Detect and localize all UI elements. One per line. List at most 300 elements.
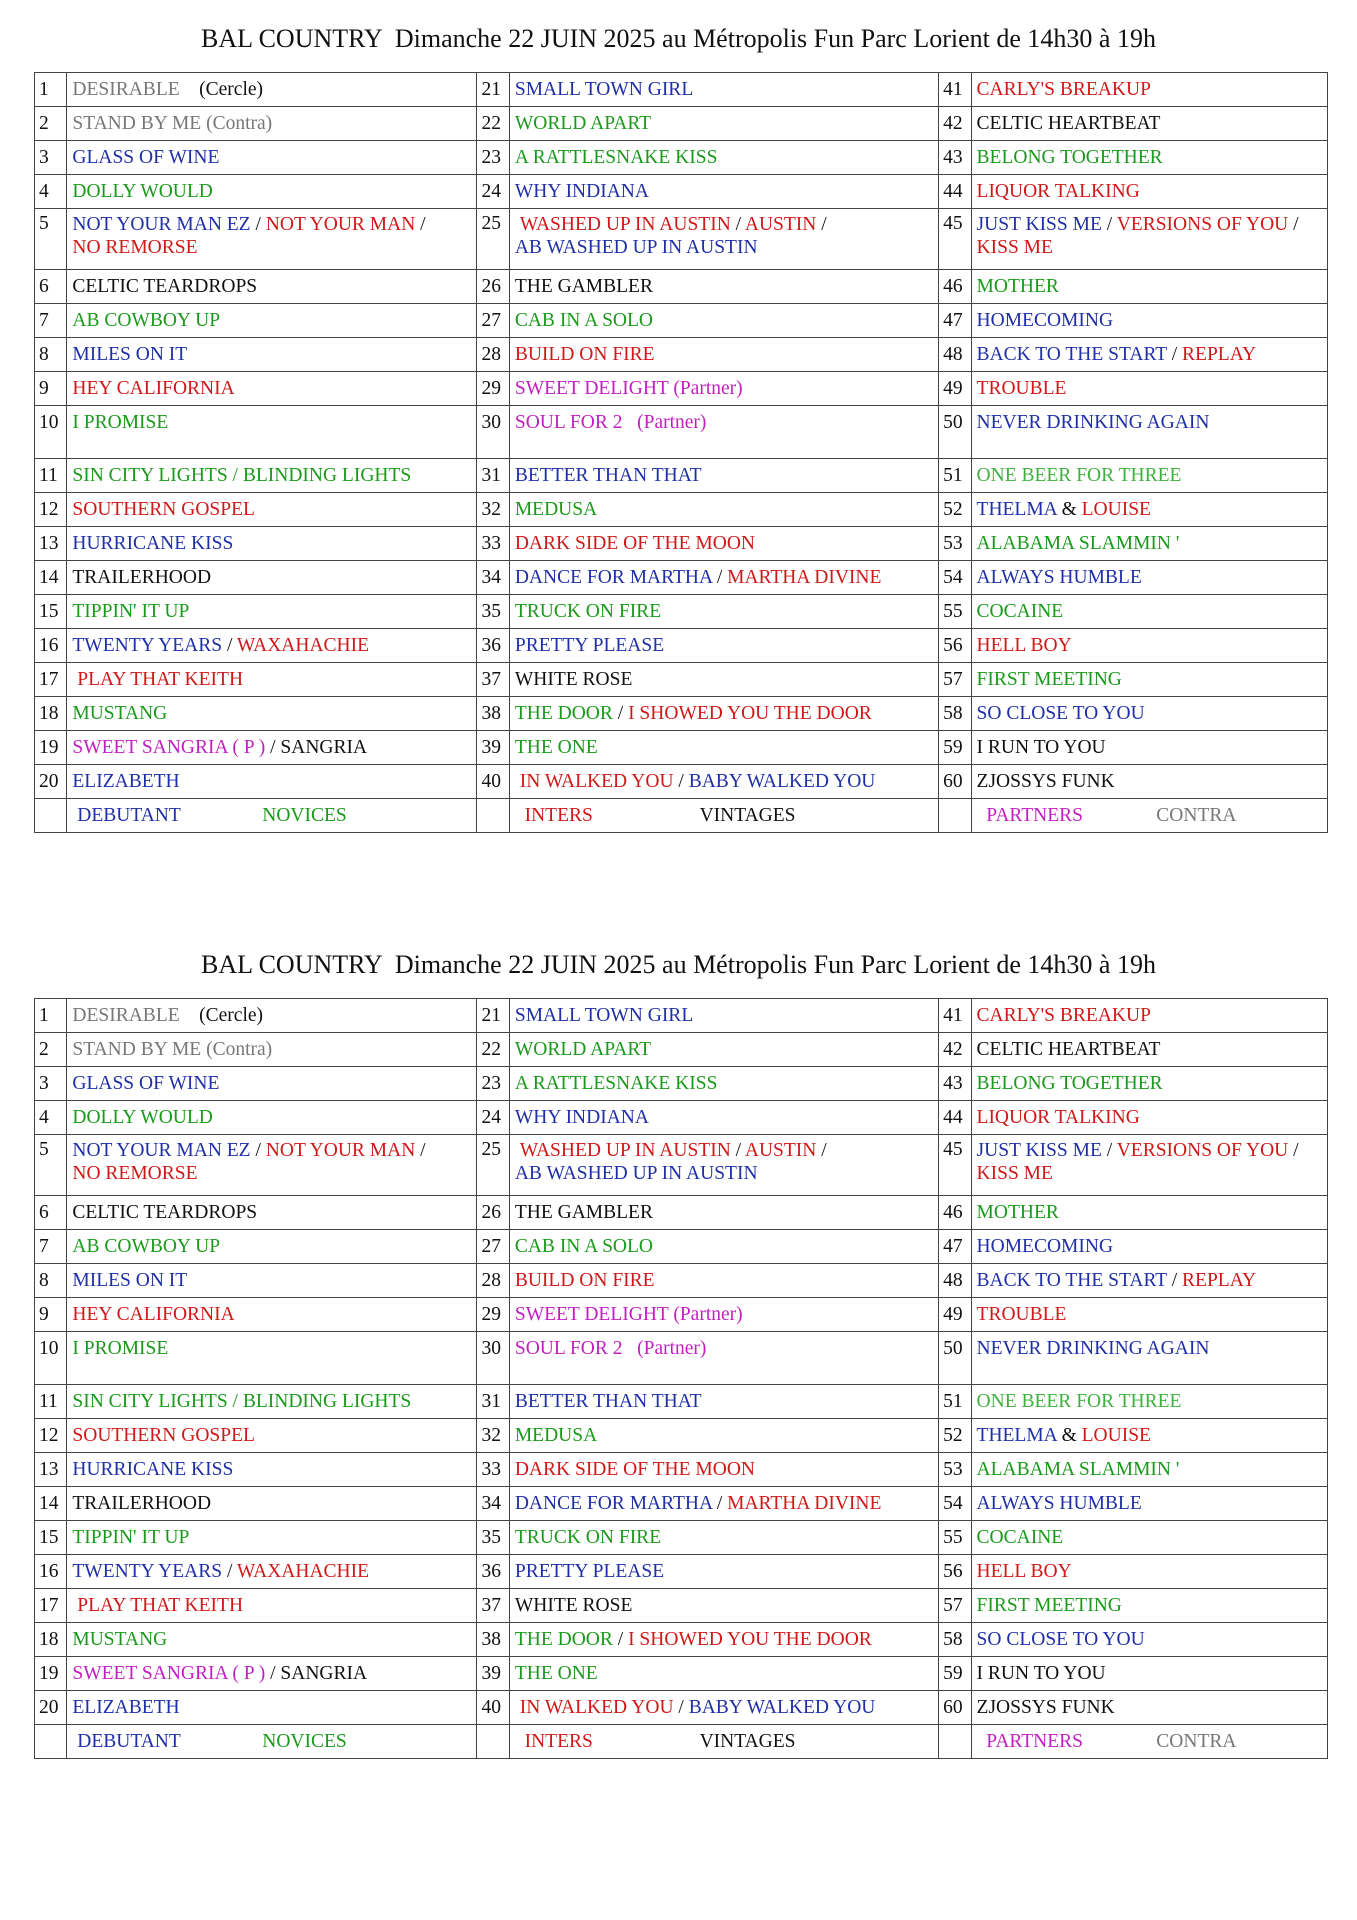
dance-number: 45	[939, 1135, 971, 1196]
dance-title: SWEET DELIGHT (Partner)	[509, 372, 938, 406]
dance-title: CARLY'S BREAKUP	[971, 73, 1327, 107]
dance-number: 38	[477, 697, 509, 731]
dance-title: CELTIC TEARDROPS	[67, 270, 477, 304]
dance-title: NOT YOUR MAN EZ / NOT YOUR MAN / NO REMORSE	[67, 209, 477, 270]
dance-number: 29	[477, 1298, 509, 1332]
dance-number: 32	[477, 493, 509, 527]
dance-number: 7	[35, 304, 67, 338]
dance-number: 14	[35, 561, 67, 595]
dance-number: 34	[477, 561, 509, 595]
dance-number: 4	[35, 175, 67, 209]
dance-title: THELMA & LOUISE	[971, 1419, 1327, 1453]
dance-title: WHY INDIANA	[509, 1101, 938, 1135]
dance-title: MOTHER	[971, 1196, 1327, 1230]
dance-number: 15	[35, 1521, 67, 1555]
table-row	[35, 1521, 1328, 1555]
table-row	[35, 1101, 1328, 1135]
legend-row	[35, 1725, 1328, 1759]
legend-cell	[971, 799, 1327, 833]
page-title: BAL COUNTRY Dimanche 22 JUIN 2025 au Métropolis Fun Parc Lorient de 14h30 à 19h	[201, 950, 1156, 979]
dance-number: 52	[939, 493, 971, 527]
table-row	[35, 1067, 1328, 1101]
table-row	[35, 561, 1328, 595]
table-row	[35, 1691, 1328, 1725]
dance-number: 9	[35, 372, 67, 406]
dance-number: 8	[35, 338, 67, 372]
dance-title: DOLLY WOULD	[67, 1101, 477, 1135]
dance-number: 1	[35, 999, 67, 1033]
dance-title: ALWAYS HUMBLE	[971, 561, 1327, 595]
dance-title: SIN CITY LIGHTS / BLINDING LIGHTS	[67, 459, 477, 493]
dance-title: ZJOSSYS FUNK	[971, 765, 1327, 799]
dance-number: 50	[939, 1332, 971, 1385]
dance-title: WHY INDIANA	[509, 175, 938, 209]
dance-title: DARK SIDE OF THE MOON	[509, 527, 938, 561]
dance-number: 6	[35, 270, 67, 304]
dance-number: 58	[939, 697, 971, 731]
dance-number: 39	[477, 731, 509, 765]
dance-list-table	[34, 72, 1328, 833]
dance-number: 60	[939, 765, 971, 799]
dance-title: ZJOSSYS FUNK	[971, 1691, 1327, 1725]
dance-title: AB COWBOY UP	[67, 304, 477, 338]
dance-number: 38	[477, 1623, 509, 1657]
dance-number: 54	[939, 1487, 971, 1521]
dance-title: SWEET SANGRIA ( P ) / SANGRIA	[67, 731, 477, 765]
table-row	[35, 1135, 1328, 1196]
table-row	[35, 1589, 1328, 1623]
dance-title: THELMA & LOUISE	[971, 493, 1327, 527]
dance-title: TRAILERHOOD	[67, 1487, 477, 1521]
dance-number: 33	[477, 1453, 509, 1487]
dance-number: 53	[939, 527, 971, 561]
dance-number: 20	[35, 1691, 67, 1725]
table-row	[35, 1623, 1328, 1657]
dance-title: CAB IN A SOLO	[509, 304, 938, 338]
dance-title: TRAILERHOOD	[67, 561, 477, 595]
dance-number: 59	[939, 1657, 971, 1691]
dance-number: 12	[35, 493, 67, 527]
legend-partners: PARTNERS	[986, 804, 1084, 826]
table-row	[35, 175, 1328, 209]
dance-number: 30	[477, 1332, 509, 1385]
dance-title: A RATTLESNAKE KISS	[509, 141, 938, 175]
dance-title: WORLD APART	[509, 107, 938, 141]
dance-list-table	[34, 998, 1328, 1759]
dance-number: 28	[477, 1264, 509, 1298]
dance-number: 34	[477, 1487, 509, 1521]
dance-title: BELONG TOGETHER	[971, 1067, 1327, 1101]
table-row	[35, 697, 1328, 731]
dance-number: 6	[35, 1196, 67, 1230]
dance-number: 31	[477, 459, 509, 493]
dance-number: 55	[939, 595, 971, 629]
dance-title: ALWAYS HUMBLE	[971, 1487, 1327, 1521]
dance-title: FIRST MEETING	[971, 1589, 1327, 1623]
dance-title: IN WALKED YOU / BABY WALKED YOU	[509, 765, 938, 799]
dance-number: 47	[939, 304, 971, 338]
dance-title: MUSTANG	[67, 697, 477, 731]
dance-number: 53	[939, 1453, 971, 1487]
dance-title: SOUL FOR 2 (Partner)	[509, 1332, 938, 1385]
table-row	[35, 1657, 1328, 1691]
dance-title: NEVER DRINKING AGAIN	[971, 1332, 1327, 1385]
legend-cell	[67, 1725, 477, 1759]
table-row	[35, 527, 1328, 561]
dance-title: SOUL FOR 2 (Partner)	[509, 406, 938, 459]
legend-vintages: VINTAGES	[699, 804, 796, 826]
dance-number: 41	[939, 73, 971, 107]
dance-number: 27	[477, 304, 509, 338]
dance-title: TROUBLE	[971, 1298, 1327, 1332]
dance-title: JUST KISS ME / VERSIONS OF YOU / KISS ME	[971, 1135, 1327, 1196]
legend-contra: CONTRA	[1156, 804, 1237, 826]
dance-title: DANCE FOR MARTHA / MARTHA DIVINE	[509, 1487, 938, 1521]
page-title: BAL COUNTRY Dimanche 22 JUIN 2025 au Métropolis Fun Parc Lorient de 14h30 à 19h	[201, 24, 1156, 53]
dance-title: BACK TO THE START / REPLAY	[971, 338, 1327, 372]
table-row	[35, 304, 1328, 338]
dance-title: MUSTANG	[67, 1623, 477, 1657]
dance-title: I RUN TO YOU	[971, 731, 1327, 765]
dance-number: 35	[477, 595, 509, 629]
dance-title: MILES ON IT	[67, 1264, 477, 1298]
dance-title: HURRICANE KISS	[67, 527, 477, 561]
table-row	[35, 731, 1328, 765]
table-row	[35, 663, 1328, 697]
dance-title: PRETTY PLEASE	[509, 1555, 938, 1589]
dance-number: 59	[939, 731, 971, 765]
dance-title: PRETTY PLEASE	[509, 629, 938, 663]
dance-title: SIN CITY LIGHTS / BLINDING LIGHTS	[67, 1385, 477, 1419]
table-row	[35, 73, 1328, 107]
legend-debutant: DEBUTANT	[77, 804, 181, 826]
dance-number: 16	[35, 629, 67, 663]
table-row	[35, 141, 1328, 175]
legend-cell	[971, 1725, 1327, 1759]
dance-title: TRUCK ON FIRE	[509, 595, 938, 629]
dance-title: CELTIC TEARDROPS	[67, 1196, 477, 1230]
dance-title: SWEET SANGRIA ( P ) / SANGRIA	[67, 1657, 477, 1691]
dance-title: CARLY'S BREAKUP	[971, 999, 1327, 1033]
dance-number: 43	[939, 141, 971, 175]
dance-number: 12	[35, 1419, 67, 1453]
dance-title: BUILD ON FIRE	[509, 1264, 938, 1298]
dance-title: DARK SIDE OF THE MOON	[509, 1453, 938, 1487]
dance-title: BACK TO THE START / REPLAY	[971, 1264, 1327, 1298]
dance-title: THE DOOR / I SHOWED YOU THE DOOR	[509, 697, 938, 731]
dance-number: 46	[939, 1196, 971, 1230]
dance-title: CELTIC HEARTBEAT	[971, 1033, 1327, 1067]
dance-number: 25	[477, 1135, 509, 1196]
legend-cell	[67, 799, 477, 833]
dance-number: 51	[939, 459, 971, 493]
dance-number: 45	[939, 209, 971, 270]
dance-title: SOUTHERN GOSPEL	[67, 1419, 477, 1453]
dance-title: ALABAMA SLAMMIN '	[971, 1453, 1327, 1487]
dance-number: 43	[939, 1067, 971, 1101]
dance-number: 46	[939, 270, 971, 304]
dance-title: HEY CALIFORNIA	[67, 372, 477, 406]
dance-number: 33	[477, 527, 509, 561]
dance-number: 49	[939, 1298, 971, 1332]
dance-title: SMALL TOWN GIRL	[509, 73, 938, 107]
legend-vintages: VINTAGES	[699, 1730, 796, 1752]
dance-number: 23	[477, 1067, 509, 1101]
dance-number: 24	[477, 175, 509, 209]
dance-number: 30	[477, 406, 509, 459]
table-row	[35, 1332, 1328, 1385]
dance-number: 20	[35, 765, 67, 799]
table-row	[35, 372, 1328, 406]
dance-title: TWENTY YEARS / WAXAHACHIE	[67, 1555, 477, 1589]
dance-title: SOUTHERN GOSPEL	[67, 493, 477, 527]
table-row	[35, 1555, 1328, 1589]
dance-title: STAND BY ME (Contra)	[67, 1033, 477, 1067]
dance-number: 14	[35, 1487, 67, 1521]
dance-title: ALABAMA SLAMMIN '	[971, 527, 1327, 561]
dance-number: 44	[939, 1101, 971, 1135]
table-row	[35, 270, 1328, 304]
dance-title: THE ONE	[509, 1657, 938, 1691]
dance-number: 36	[477, 1555, 509, 1589]
dance-number: 21	[477, 999, 509, 1033]
dance-title: LIQUOR TALKING	[971, 175, 1327, 209]
dance-title: CAB IN A SOLO	[509, 1230, 938, 1264]
dance-number: 9	[35, 1298, 67, 1332]
dance-title: THE DOOR / I SHOWED YOU THE DOOR	[509, 1623, 938, 1657]
dance-number: 22	[477, 1033, 509, 1067]
dance-number: 37	[477, 663, 509, 697]
dance-number: 48	[939, 1264, 971, 1298]
table-row	[35, 1385, 1328, 1419]
dance-title: STAND BY ME (Contra)	[67, 107, 477, 141]
dance-number: 58	[939, 1623, 971, 1657]
dance-number: 26	[477, 270, 509, 304]
table-row	[35, 629, 1328, 663]
dance-number: 37	[477, 1589, 509, 1623]
dance-title: SO CLOSE TO YOU	[971, 1623, 1327, 1657]
table-row	[35, 209, 1328, 270]
dance-title: THE GAMBLER	[509, 1196, 938, 1230]
dance-title: DOLLY WOULD	[67, 175, 477, 209]
dance-number: 29	[477, 372, 509, 406]
dance-title: GLASS OF WINE	[67, 141, 477, 175]
table-row	[35, 1487, 1328, 1521]
dance-title: TROUBLE	[971, 372, 1327, 406]
dance-title: SO CLOSE TO YOU	[971, 697, 1327, 731]
dance-title: I RUN TO YOU	[971, 1657, 1327, 1691]
dance-number: 8	[35, 1264, 67, 1298]
dance-number: 40	[477, 1691, 509, 1725]
dance-title: COCAINE	[971, 1521, 1327, 1555]
dance-title: HEY CALIFORNIA	[67, 1298, 477, 1332]
legend-contra: CONTRA	[1156, 1730, 1237, 1752]
dance-number: 3	[35, 141, 67, 175]
dance-number: 2	[35, 107, 67, 141]
dance-number: 56	[939, 1555, 971, 1589]
dance-title: BUILD ON FIRE	[509, 338, 938, 372]
dance-title: THE GAMBLER	[509, 270, 938, 304]
dance-title: I PROMISE	[67, 1332, 477, 1385]
legend-row	[35, 799, 1328, 833]
legend-inters: INTERS	[524, 804, 593, 826]
dance-number: 15	[35, 595, 67, 629]
dance-title: TRUCK ON FIRE	[509, 1521, 938, 1555]
dance-number: 56	[939, 629, 971, 663]
dance-number: 52	[939, 1419, 971, 1453]
dance-number: 51	[939, 1385, 971, 1419]
dance-title: BETTER THAN THAT	[509, 459, 938, 493]
dance-number: 26	[477, 1196, 509, 1230]
table-row	[35, 1196, 1328, 1230]
dance-number: 5	[35, 1135, 67, 1196]
dance-title: NEVER DRINKING AGAIN	[971, 406, 1327, 459]
dance-title: HOMECOMING	[971, 304, 1327, 338]
dance-title: WHITE ROSE	[509, 663, 938, 697]
legend-partners: PARTNERS	[986, 1730, 1084, 1752]
dance-number: 16	[35, 1555, 67, 1589]
dance-number: 55	[939, 1521, 971, 1555]
dance-title: SMALL TOWN GIRL	[509, 999, 938, 1033]
table-row	[35, 1230, 1328, 1264]
dance-number: 57	[939, 1589, 971, 1623]
dance-number: 4	[35, 1101, 67, 1135]
dance-title: AB COWBOY UP	[67, 1230, 477, 1264]
dance-title: WASHED UP IN AUSTIN / AUSTIN / AB WASHED UP IN AUSTIN	[509, 209, 938, 270]
dance-title: HURRICANE KISS	[67, 1453, 477, 1487]
dance-title: HELL BOY	[971, 629, 1327, 663]
table-row	[35, 765, 1328, 799]
dance-title: PLAY THAT KEITH	[67, 663, 477, 697]
dance-number: 17	[35, 1589, 67, 1623]
dance-number: 3	[35, 1067, 67, 1101]
dance-title: DESIRABLE (Cercle)	[67, 73, 477, 107]
dance-number: 18	[35, 697, 67, 731]
table-row	[35, 1453, 1328, 1487]
table-row	[35, 493, 1328, 527]
dance-title: DESIRABLE (Cercle)	[67, 999, 477, 1033]
dance-title: MOTHER	[971, 270, 1327, 304]
dance-title: WORLD APART	[509, 1033, 938, 1067]
dance-number: 10	[35, 1332, 67, 1385]
table-row	[35, 595, 1328, 629]
table-row	[35, 1419, 1328, 1453]
dance-number: 23	[477, 141, 509, 175]
dance-number: 5	[35, 209, 67, 270]
dance-number: 2	[35, 1033, 67, 1067]
dance-number: 40	[477, 765, 509, 799]
dance-title: HOMECOMING	[971, 1230, 1327, 1264]
dance-number: 7	[35, 1230, 67, 1264]
table-row	[35, 1033, 1328, 1067]
dance-number: 32	[477, 1419, 509, 1453]
dance-number: 47	[939, 1230, 971, 1264]
dance-title: MEDUSA	[509, 1419, 938, 1453]
legend-novices: NOVICES	[262, 1730, 347, 1752]
dance-title: BELONG TOGETHER	[971, 141, 1327, 175]
dance-number: 11	[35, 459, 67, 493]
dance-title: IN WALKED YOU / BABY WALKED YOU	[509, 1691, 938, 1725]
dance-number: 42	[939, 107, 971, 141]
dance-title: TIPPIN' IT UP	[67, 595, 477, 629]
dance-number: 49	[939, 372, 971, 406]
dance-number: 48	[939, 338, 971, 372]
dance-number: 31	[477, 1385, 509, 1419]
table-row	[35, 1298, 1328, 1332]
dance-number: 19	[35, 731, 67, 765]
legend-novices: NOVICES	[262, 804, 347, 826]
dance-number: 60	[939, 1691, 971, 1725]
table-row	[35, 459, 1328, 493]
legend-debutant: DEBUTANT	[77, 1730, 181, 1752]
dance-title: TIPPIN' IT UP	[67, 1521, 477, 1555]
dance-number: 57	[939, 663, 971, 697]
dance-title: WASHED UP IN AUSTIN / AUSTIN / AB WASHED UP IN AUSTIN	[509, 1135, 938, 1196]
dance-title: A RATTLESNAKE KISS	[509, 1067, 938, 1101]
dance-title: ONE BEER FOR THREE	[971, 459, 1327, 493]
dance-title: GLASS OF WINE	[67, 1067, 477, 1101]
table-row	[35, 406, 1328, 459]
dance-number: 22	[477, 107, 509, 141]
dance-title: HELL BOY	[971, 1555, 1327, 1589]
dance-number: 13	[35, 527, 67, 561]
dance-number: 42	[939, 1033, 971, 1067]
dance-title: ELIZABETH	[67, 1691, 477, 1725]
dance-number: 21	[477, 73, 509, 107]
dance-title: MEDUSA	[509, 493, 938, 527]
dance-title: JUST KISS ME / VERSIONS OF YOU / KISS ME	[971, 209, 1327, 270]
dance-title: ONE BEER FOR THREE	[971, 1385, 1327, 1419]
dance-title: PLAY THAT KEITH	[67, 1589, 477, 1623]
dance-number: 27	[477, 1230, 509, 1264]
dance-number: 11	[35, 1385, 67, 1419]
dance-number: 28	[477, 338, 509, 372]
dance-number: 19	[35, 1657, 67, 1691]
table-row	[35, 999, 1328, 1033]
dance-number: 36	[477, 629, 509, 663]
legend-cell	[509, 1725, 938, 1759]
dance-title: LIQUOR TALKING	[971, 1101, 1327, 1135]
dance-title: WHITE ROSE	[509, 1589, 938, 1623]
dance-title: TWENTY YEARS / WAXAHACHIE	[67, 629, 477, 663]
dance-number: 24	[477, 1101, 509, 1135]
dance-number: 13	[35, 1453, 67, 1487]
dance-number: 18	[35, 1623, 67, 1657]
dance-title: ELIZABETH	[67, 765, 477, 799]
dance-title: I PROMISE	[67, 406, 477, 459]
dance-title: SWEET DELIGHT (Partner)	[509, 1298, 938, 1332]
dance-number: 44	[939, 175, 971, 209]
dance-number: 1	[35, 73, 67, 107]
dance-title: FIRST MEETING	[971, 663, 1327, 697]
dance-number: 10	[35, 406, 67, 459]
dance-title: NOT YOUR MAN EZ / NOT YOUR MAN / NO REMORSE	[67, 1135, 477, 1196]
dance-number: 39	[477, 1657, 509, 1691]
legend-inters: INTERS	[524, 1730, 593, 1752]
dance-number: 41	[939, 999, 971, 1033]
dance-number: 25	[477, 209, 509, 270]
dance-number: 54	[939, 561, 971, 595]
dance-title: THE ONE	[509, 731, 938, 765]
legend-cell	[509, 799, 938, 833]
dance-number: 17	[35, 663, 67, 697]
dance-title: COCAINE	[971, 595, 1327, 629]
table-row	[35, 1264, 1328, 1298]
dance-title: DANCE FOR MARTHA / MARTHA DIVINE	[509, 561, 938, 595]
dance-title: CELTIC HEARTBEAT	[971, 107, 1327, 141]
table-row	[35, 107, 1328, 141]
table-row	[35, 338, 1328, 372]
